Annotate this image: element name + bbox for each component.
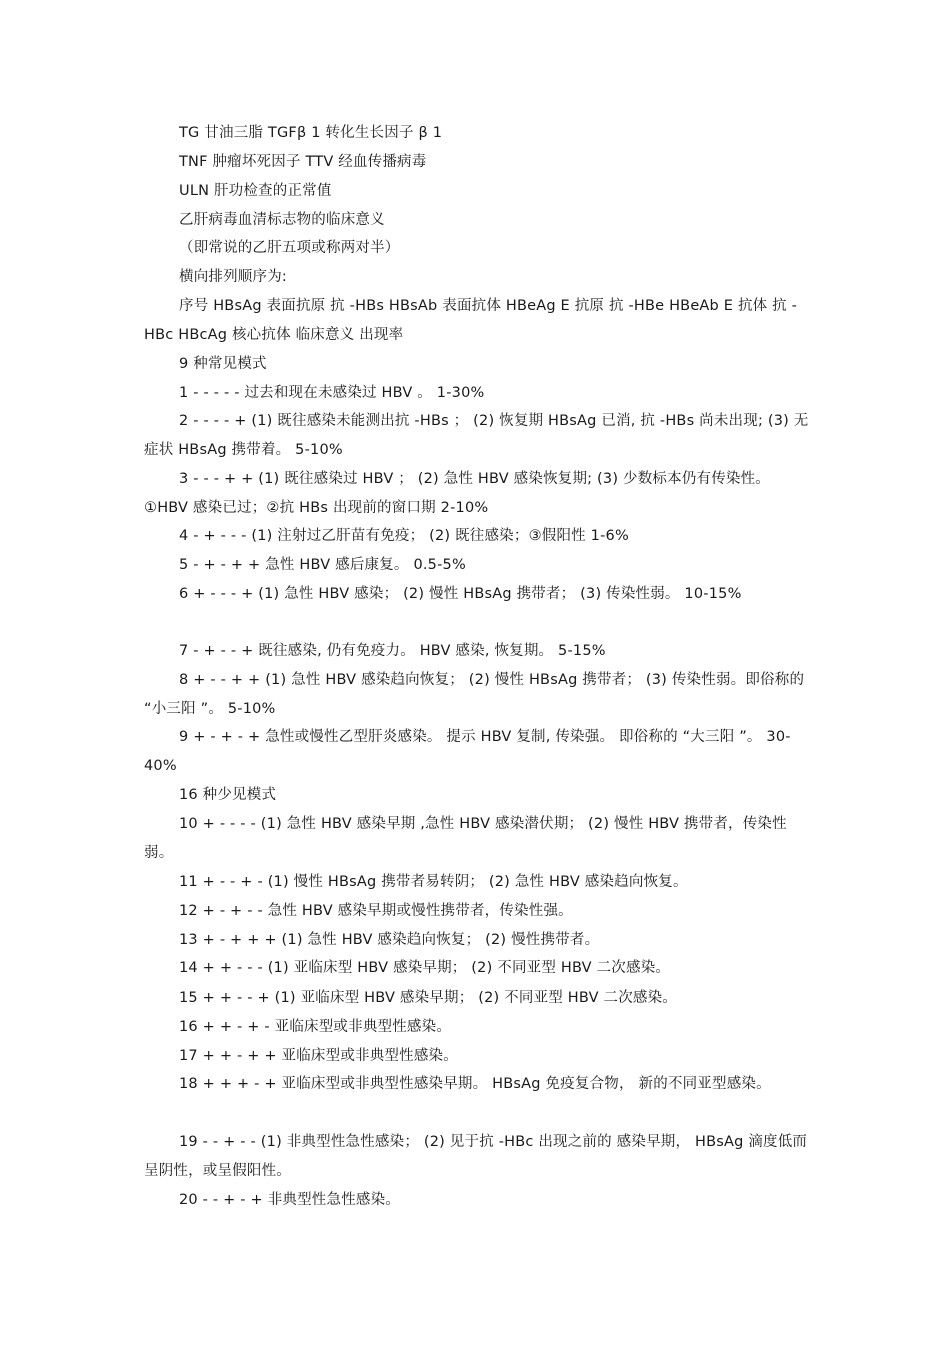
- order-heading: 横向排列顺序为:: [179, 269, 287, 285]
- pattern-12: 12 + - + - - 急性 HBV 感染早期或慢性携带者，传染性强。: [179, 903, 573, 919]
- pattern-18: 18 + + + - + 亚临床型或非典型性感染早期。 HBsAg 免疫复合物， 新的不同亚型感染。: [179, 1076, 771, 1092]
- pattern-14: 14 + + - - - (1) 亚临床型 HBV 感染早期； (2) 不同亚型 HBV 二次感染。: [179, 960, 671, 976]
- pattern-15: 15 + + - - + (1) 亚临床型 HBV 感染早期； (2) 不同亚型 HBV 二次感染。: [179, 990, 678, 1006]
- pattern-3: 3 - - - + + (1) 既往感染过 HBV ； (2) 急性 HBV 感染恢复期; (3) 少数标本仍有传染性。 ①HBV 感染已过；②抗 HBs 出现前的窗口期 2-10%: [144, 471, 771, 516]
- pattern-16: 16 + + - + - 亚临床型或非典型性感染。: [179, 1019, 452, 1035]
- pattern-11: 11 + - - + - (1) 慢性 HBsAg 携带者易转阴； (2) 急性 HBV 感染趋向恢复。: [179, 874, 688, 890]
- abbrev-line-tg: TG 甘油三脂 TGFβ 1 转化生长因子 β 1: [179, 125, 443, 141]
- section-subtitle: （即常说的乙肝五项或称两对半）: [179, 240, 400, 256]
- rare-patterns-heading: 16 种少见模式: [179, 787, 277, 803]
- pattern-13: 13 + - + + + (1) 急性 HBV 感染趋向恢复； (2) 慢性携带者。: [179, 932, 600, 948]
- pattern-8: 8 + - - + + (1) 急性 HBV 感染趋向恢复； (2) 慢性 HBsAg 携带者； (3) 传染性弱。即俗称的 “小三阳 ”。 5-10%: [144, 672, 805, 717]
- abbrev-line-uln: ULN 肝功检查的正常值: [179, 183, 332, 199]
- pattern-6: 6 + - - - + (1) 急性 HBV 感染； (2) 慢性 HBsAg 携带者； (3) 传染性弱。 10-15%: [179, 586, 742, 602]
- pattern-7: 7 - + - - + 既往感染, 仍有免疫力。 HBV 感染, 恢复期。 5-15%: [179, 643, 606, 659]
- pattern-1: 1 - - - - - 过去和现在未感染过 HBV 。 1-30%: [179, 385, 485, 401]
- pattern-2: 2 - - - - + (1) 既往感染未能测出抗 -HBs ； (2) 恢复期 HBsAg 已消, 抗 -HBs 尚未出现; (3) 无症状 HBsAg 携带着。 5-10%: [144, 413, 809, 458]
- pattern-19: 19 - - + - - (1) 非典型性急性感染； (2) 见于抗 -HBc 出现之前的 感染早期， HBsAg 滴度低而呈阴性，或呈假阳性。: [144, 1134, 808, 1179]
- pattern-4: 4 - + - - - (1) 注射过乙肝苗有免疫； (2) 既往感染；③假阳性 1-6%: [179, 528, 629, 544]
- pattern-9: 9 + - + - + 急性或慢性乙型肝炎感染。 提示 HBV 复制, 传染强。 即俗称的 “大三阳 ”。 30-40%: [144, 729, 791, 774]
- common-patterns-heading: 9 种常见模式: [179, 356, 267, 372]
- pattern-10: 10 + - - - - (1) 急性 HBV 感染早期 ,急性 HBV 感染潜伏期； (2) 慢性 HBV 携带者，传染性弱。: [144, 816, 787, 861]
- pattern-5: 5 - + - + + 急性 HBV 感后康复。 0.5-5%: [179, 557, 466, 573]
- section-title: 乙肝病毒血清标志物的临床意义: [179, 212, 385, 228]
- pattern-20: 20 - - + - + 非典型性急性感染。: [179, 1192, 400, 1208]
- abbrev-line-tnf: TNF 肿瘤坏死因子 TTV 经血传播病毒: [179, 154, 427, 170]
- pattern-17: 17 + + - + + 亚临床型或非典型性感染。: [179, 1048, 458, 1064]
- column-order-text: 序号 HBsAg 表面抗原 抗 -HBs HBsAb 表面抗体 HBeAg E 抗原 抗 -HBe HBeAb E 抗体 抗 -HBc HBcAg 核心抗体 临床意义 出现率: [144, 298, 798, 343]
